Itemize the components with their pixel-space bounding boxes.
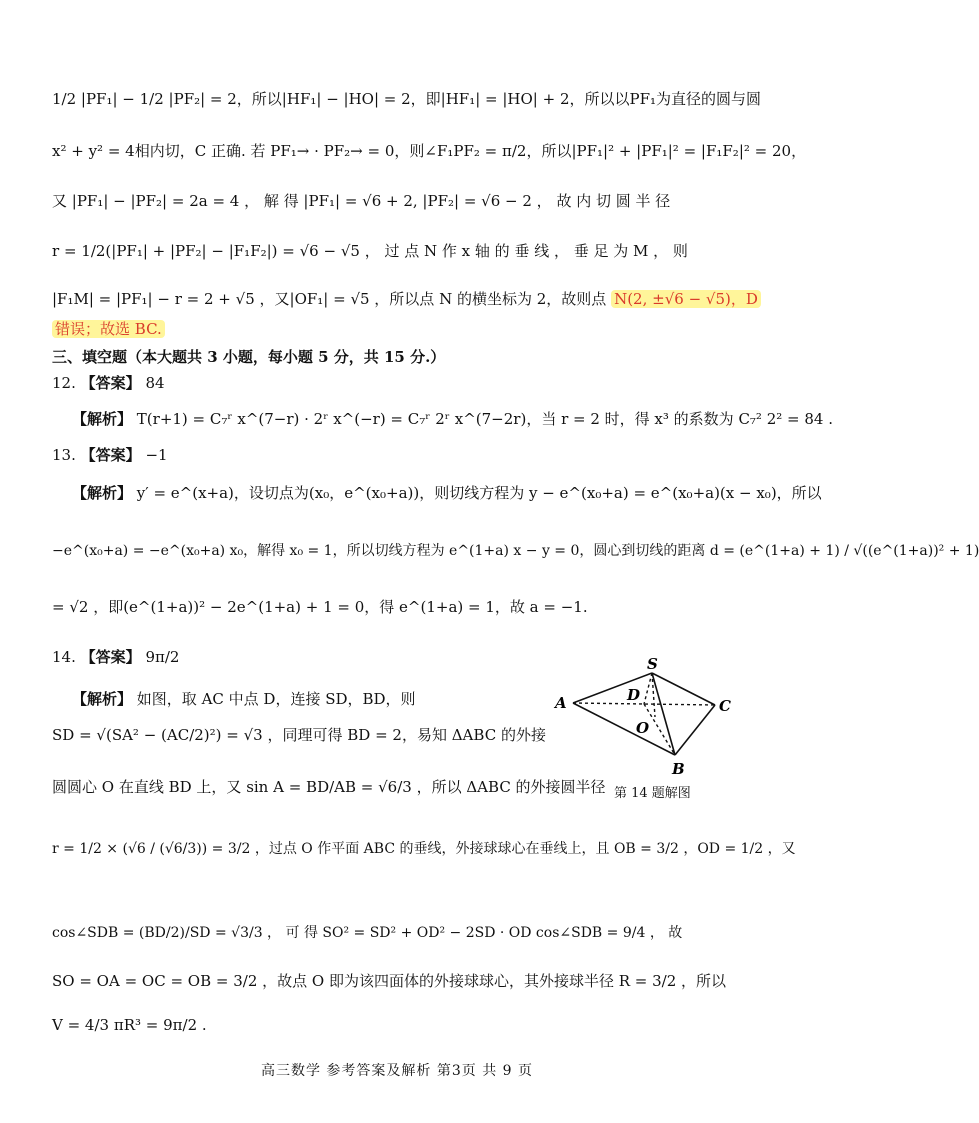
edge-SA bbox=[573, 673, 652, 703]
edge-SC bbox=[652, 673, 715, 705]
q14-solution-line-5: cos∠SDB = (BD/2)/SD = √3/3 ， 可 得 SO² = SD² + OD² − 2SD · OD cos∠SDB = 9/4 ， 故 bbox=[52, 925, 683, 941]
q12-answer-label: 【答案】 bbox=[80, 374, 141, 392]
tetrahedron-figure bbox=[545, 655, 745, 780]
q13-solution-label: 【解析】 bbox=[72, 484, 133, 502]
edge-CB bbox=[675, 705, 715, 755]
q14-number: 14. bbox=[52, 648, 76, 666]
prev-line-5 bbox=[52, 288, 758, 310]
q14-solution-line-6: SO = OA = OC = OB = 3/2 ，故点 O 即为该四面体的外接球球心，其外接球半径 R = 3/2 ，所以 bbox=[52, 972, 727, 990]
q13-solution-line-1 bbox=[72, 482, 822, 504]
page-footer: 高三数学 参考答案及解析 第3页 共 9 页 bbox=[260, 1063, 534, 1079]
q14-solution-line-4: r = 1/2 × (√6 / (√6/3)) = 3/2 ，过点 O 作平面 ABC 的垂线，外接球球心在垂线上，且 OB = 3/2 ，OD = 1/2 ，又 bbox=[52, 841, 796, 857]
q12-solution-line bbox=[72, 408, 834, 430]
prev-line-3: 又 |PF₁| − |PF₂| = 2a = 4 ， 解 得 |PF₁| = √6 + 2, |PF₂| = √6 − 2 ， 故 内 切 圆 半 径 bbox=[52, 192, 671, 210]
q13-answer-label: 【答案】 bbox=[80, 446, 141, 464]
label-S: S bbox=[647, 655, 658, 673]
q13-solution-line-2: −e^(x₀+a) = −e^(x₀+a) x₀，解得 x₀ = 1，所以切线方程为 e^(1+a) x − y = 0，圆心到切线的距离 d = (e^(1+a) + 1) / √((e^(1+a))² + 1) bbox=[52, 543, 979, 559]
highlighted-answer-point: N(2, ±√6 − √5)，D bbox=[611, 290, 761, 308]
prev-line-1: 1/2 |PF₁| − 1/2 |PF₂| = 2，所以|HF₁| − |HO| = 2，即|HF₁| = |HO| + 2，所以以PF₁为直径的圆与圆 bbox=[52, 90, 762, 108]
q13-number: 13. bbox=[52, 446, 76, 464]
label-O: O bbox=[636, 719, 650, 737]
label-D: D bbox=[627, 686, 641, 704]
edge-SB bbox=[652, 673, 675, 755]
q14-solution-1: 如图，取 AC 中点 D，连接 SD，BD，则 bbox=[136, 690, 416, 708]
q12-answer-line bbox=[52, 372, 752, 394]
q14-solution-line-7: V = 4/3 πR³ = 9π/2 . bbox=[52, 1016, 207, 1034]
highlighted-conclusion: 错误；故选 BC. bbox=[52, 320, 165, 338]
q14-solution-line-2: SD = √(SA² − (AC/2)²) = √3 ，同理可得 BD = 2，易知 ΔABC 的外接 bbox=[52, 726, 546, 744]
q12-solution: T(r+1) = C₇ʳ x^(7−r) · 2ʳ x^(−r) = C₇ʳ 2ʳ x^(7−2r)，当 r = 2 时，得 x³ 的系数为 C₇² 2² = 84 . bbox=[136, 410, 834, 428]
q14-solution-line-1 bbox=[72, 688, 542, 710]
prev-line-6 bbox=[52, 318, 752, 340]
label-C: C bbox=[719, 697, 731, 715]
q13-solution-line-3: = √2 ，即(e^(1+a))² − 2e^(1+a) + 1 = 0，得 e^(1+a) = 1，故 a = −1. bbox=[52, 598, 588, 616]
prev-line-5-text: |F₁M| = |PF₁| − r = 2 + √5 ，又|OF₁| = √5 ，所以点 N 的横坐标为 2，故则点 bbox=[52, 290, 607, 308]
q12-solution-label: 【解析】 bbox=[72, 410, 133, 428]
prev-line-4: r = 1/2(|PF₁| + |PF₂| − |F₁F₂|) = √6 − √5 ， 过 点 N 作 x 轴 的 垂 线 ， 垂 足 为 M ， 则 bbox=[52, 242, 688, 260]
edge-SD bbox=[644, 673, 652, 704]
figure-caption: 第 14 题解图 bbox=[614, 786, 691, 801]
label-A: A bbox=[555, 694, 567, 712]
q13-answer: −1 bbox=[145, 446, 168, 464]
q12-number: 12. bbox=[52, 374, 76, 392]
q12-answer: 84 bbox=[145, 374, 165, 392]
q14-solution-label: 【解析】 bbox=[72, 690, 133, 708]
q14-answer-label: 【答案】 bbox=[80, 648, 141, 666]
q13-answer-line bbox=[52, 444, 752, 466]
label-B: B bbox=[672, 760, 685, 778]
q14-solution-line-3: 圆圆心 O 在直线 BD 上，又 sin A = BD/AB = √6/3 ，所以 ΔABC 的外接圆半径 bbox=[52, 778, 606, 796]
q14-answer: 9π/2 bbox=[145, 648, 180, 666]
edge-AB bbox=[573, 703, 675, 755]
section-title: 三、填空题（本大题共 3 小题，每小题 5 分，共 15 分.） bbox=[52, 348, 446, 366]
prev-line-2: x² + y² = 4相内切，C 正确. 若 PF₁→ · PF₂→ = 0，则∠F₁PF₂ = π/2，所以|PF₁|² + |PF₁|² = |F₁F₂|² = 20， bbox=[52, 142, 807, 160]
q13-solution-1: y′ = e^(x+a)，设切点为(x₀，e^(x₀+a))，则切线方程为 y − e^(x₀+a) = e^(x₀+a)(x − x₀)，所以 bbox=[136, 484, 822, 502]
